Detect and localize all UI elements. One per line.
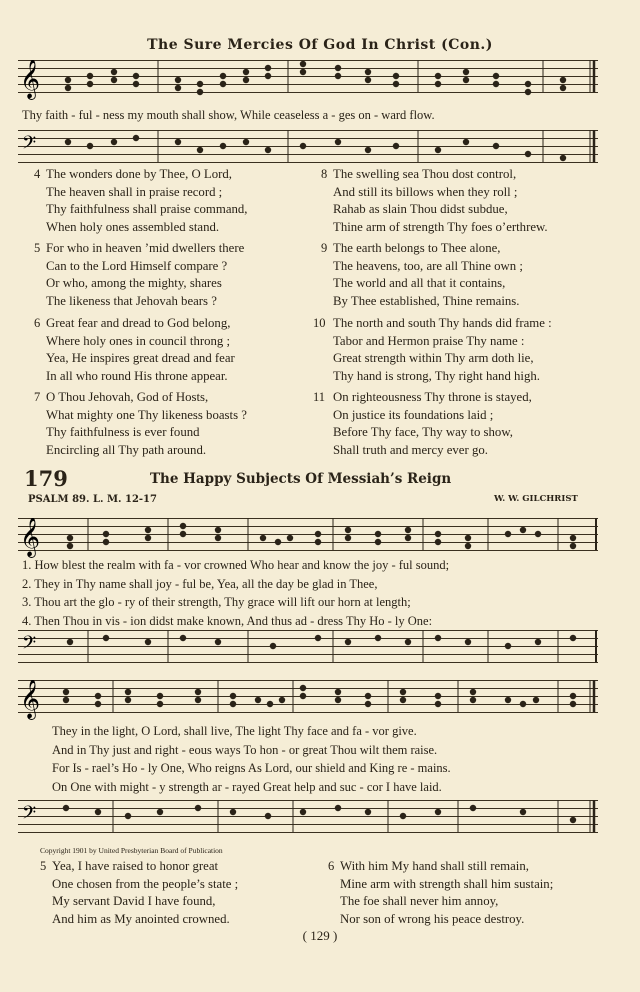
system1-bass-staff <box>18 630 598 670</box>
stanza-4: 4 The wonders done by Thee, O Lord, The heaven shall in praise record ; Thy faithfulness shall praise command, When holy ones assembled stand. <box>34 167 248 234</box>
stanza-7: 7 O Thou Jehovah, God of Hosts, What mighty one Thy likeness boasts ? Thy faithfulness is ever found Encircling all Thy path around. <box>34 390 247 457</box>
top-bass-staff <box>18 130 598 170</box>
system1-treble-notes <box>18 518 598 558</box>
system2-lyric-verse4: On One with might - y strength ar - rayed Great help and suc - cor I have laid. <box>52 779 442 794</box>
system2-bass-staff <box>18 800 598 840</box>
copyright-notice: Copyright 1901 by United Presbyterian Board of Publication <box>40 846 223 855</box>
top-treble-staff <box>18 60 598 100</box>
system2-lyric-verse1: They in the light, O Lord, shall live, The light Thy face and fa - vor give. <box>52 724 417 738</box>
system1-lyrics <box>22 556 602 630</box>
svg-text:𝄢: 𝄢 <box>22 803 37 828</box>
system1-lyric-verse3: 3. Thou art the glo - ry of their strength, Thy grace will lift our horn at length; <box>22 595 411 609</box>
stanza-bottom-6: 6 With him My hand shall still remain, Mine arm with strength shall him sustain; The foe shall never him annoy, Nor son of wrong his peace destroy. <box>328 859 554 926</box>
stanza-5: 5 For who in heaven ’mid dwellers there Can to the Lord Himself compare ? Or who, among the mighty, shares The likeness that Jehovah bears ? <box>34 241 245 308</box>
composer: W. W. GILCHRIST <box>494 494 578 504</box>
svg-text:𝄢: 𝄢 <box>22 633 37 658</box>
page-number: ( 129 ) <box>302 928 338 943</box>
hymn-number: 179 <box>24 466 68 491</box>
psalm-meter: PSALM 89. L. M. 12-17 <box>28 494 157 505</box>
system2-lyrics <box>52 722 602 796</box>
svg-text:𝄢: 𝄢 <box>22 133 37 158</box>
svg-text:𝄞: 𝄞 <box>20 680 41 719</box>
system2-lyric-verse3: For Is - rael’s Ho - ly One, Who reigns As Lord, our shield and King re - mains. <box>52 761 451 775</box>
top-bass-notes <box>18 130 598 170</box>
top-lyric-line: Thy faith - ful - ness my mouth shall show, While ceaseless a - ges on - ward flow. <box>22 108 435 122</box>
stanza-11: 11 On righteousness Thy throne is stayed, On justice its foundations laid ; Before Thy face, Thy way to show, Shall truth and mercy ever go. <box>313 390 532 457</box>
system1-bass-notes <box>18 630 598 670</box>
stanza-6: 6 Great fear and dread to God belong, Where holy ones in council throng ; Yea, He inspires great dread and fear In all who round His throne appear. <box>34 316 235 383</box>
system1-lyric-verse2: 2. They in Thy name shall joy - ful be, Yea, all the day be glad in Thee, <box>22 576 378 591</box>
stanza-9: 9 The earth belongs to Thee alone, The heavens, too, are all Thine own ; The world and all that it contains, By Thee established, Thine remains. <box>321 241 523 308</box>
system2-treble-staff <box>18 680 598 720</box>
stanza-8: 8 The swelling sea Thou dost control, And still its billows when they roll ; Rahab as slain Thou didst subdue, Thine arm of strength Thy foes o’erthrew. <box>321 167 548 234</box>
system2-bass-notes <box>18 800 598 840</box>
system1-lyric-verse4: 4. Then Thou in vis - ion didst make known, And thus ad - dress Thy Ho - ly One: <box>22 613 433 628</box>
svg-text:𝄞: 𝄞 <box>20 518 41 557</box>
system2-treble-notes <box>18 680 598 720</box>
system1-treble-staff <box>18 518 598 558</box>
svg-text:𝄞: 𝄞 <box>20 60 41 99</box>
stanza-10: 10 The north and south Thy hands did frame : Tabor and Hermon praise Thy name : Great strength within Thy arm doth lie, Thy hand is strong, Thy right hand high. <box>313 316 552 383</box>
top-treble-notes <box>18 60 598 100</box>
stanza-bottom-5: 5 Yea, I have raised to honor great One chosen from the people’s state ; My servant David I have found, And him as My anointed crowned. <box>40 859 239 926</box>
system2-lyric-verse2: And in Thy just and right - eous ways To hon - or great Thou wilt them raise. <box>52 742 438 757</box>
section-title-continued: The Sure Mercies Of God In Christ (Con.) <box>147 37 493 53</box>
system1-lyric-verse1: 1. How blest the realm with fa - vor crowned Who hear and know the joy - ful sound; <box>22 558 450 572</box>
hymn-title: The Happy Subjects Of Messiah’s Reign <box>150 471 452 487</box>
